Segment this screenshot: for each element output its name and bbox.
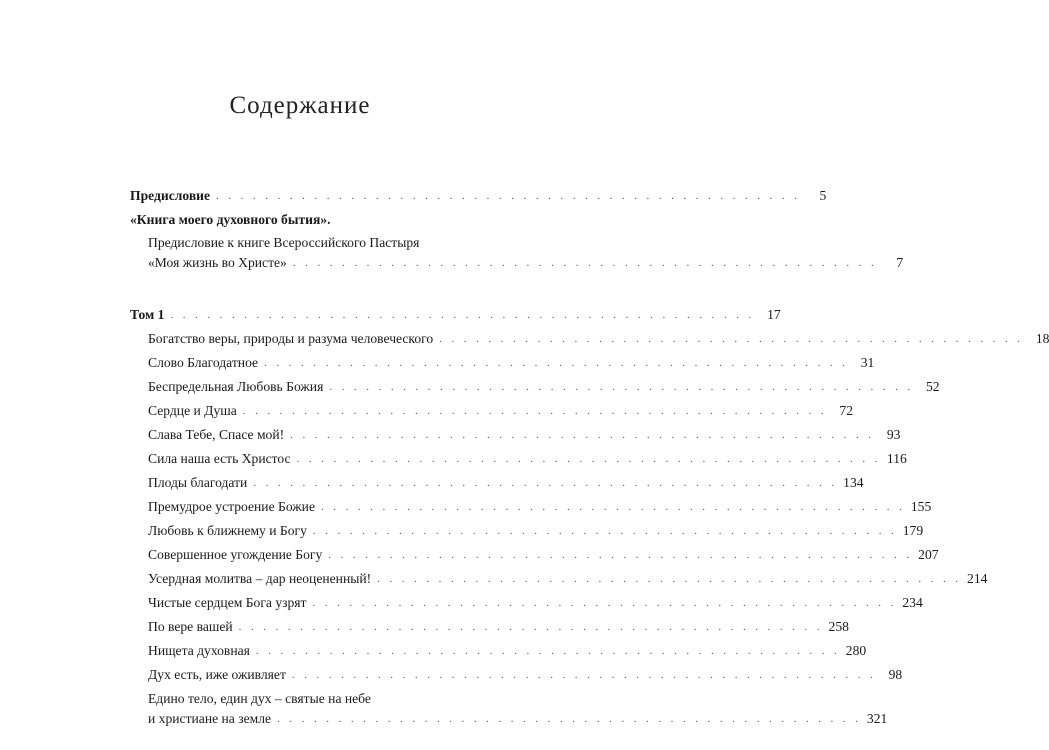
dot-leader: . . . . . . . . . . . . . . . . . . . . . . . . . . . . . . . . . . . . . . . . . . . . . . . . [329, 381, 914, 393]
dot-leader: . . . . . . . . . . . . . . . . . . . . . . . . . . . . . . . . . . . . . . . . . . . . . . . . [242, 405, 828, 417]
toc-entry-page: 5 [819, 188, 827, 203]
dot-leader: . . . . . . . . . . . . . . . . . . . . . . . . . . . . . . . . . . . . . . . . . . . . . . . . [439, 333, 1024, 345]
toc-entry-label: и христиане на земле [148, 711, 272, 726]
toc-entry-page: 18 [1035, 331, 1049, 346]
toc-entry-label: Слава Тебе, Спасе мой! [148, 427, 285, 442]
toc-entry-label: Беспредельная Любовь Божия [148, 379, 324, 394]
toc-entry[interactable] [130, 497, 932, 517]
toc-entry-label: Сердце и Душа [148, 403, 237, 418]
toc-entry[interactable] [130, 521, 924, 541]
toc-entry-label: Премудрое устроение Божие [148, 499, 315, 514]
toc-entry-label: Слово Благодатное [148, 355, 259, 370]
toc-entry-page: 179 [902, 523, 924, 538]
dot-leader: . . . . . . . . . . . . . . . . . . . . . . . . . . . . . . . . . . . . . . . . . . . . . . . . [170, 309, 755, 321]
toc-entry-page: 31 [860, 355, 875, 370]
toc-entry-label: Дух есть, иже оживляет [148, 667, 286, 682]
page-title: Содержание [229, 92, 371, 119]
toc-entry[interactable] [130, 329, 1049, 349]
dot-leader: . . . . . . . . . . . . . . . . . . . . . . . . . . . . . . . . . . . . . . . . . . . . . . . . [320, 501, 906, 513]
section-gap [130, 277, 482, 305]
toc-entry-label: Чистые сердцем Бога узрят [148, 595, 307, 610]
dot-leader: . . . . . . . . . . . . . . . . . . . . . . . . . . . . . . . . . . . . . . . . . . . . . . . . [296, 453, 881, 465]
toc-entry-page: 234 [902, 595, 923, 610]
toc-entry-label: «Моя жизнь во Христе» [148, 255, 287, 270]
toc-entry-page: 321 [866, 711, 888, 726]
dot-leader: . . . . . . . . . . . . . . . . . . . . . . . . . . . . . . . . . . . . . . . . . . . . . . . . [253, 477, 838, 489]
toc-entry[interactable] [130, 377, 940, 397]
toc-book-heading: «Книга моего духовного бытия». [130, 212, 331, 227]
toc-entry[interactable] [130, 617, 849, 637]
toc-entry[interactable] [130, 641, 867, 661]
toc-entry-label: Том 1 [130, 307, 165, 322]
dot-leader: . . . . . . . . . . . . . . . . . . . . . . . . . . . . . . . . . . . . . . . . . . . . . . . . [238, 621, 823, 633]
toc-entry[interactable] [130, 665, 903, 685]
toc-entry[interactable] [130, 401, 854, 421]
toc-entry-page: 155 [910, 499, 932, 514]
toc-entry-label: Нищета духовная [148, 643, 250, 658]
toc-entry-page: 207 [918, 547, 939, 562]
toc-entry-page: 7 [896, 255, 904, 270]
toc-entry[interactable] [130, 425, 901, 445]
toc-entry[interactable] [130, 569, 988, 589]
dot-leader: . . . . . . . . . . . . . . . . . . . . . . . . . . . . . . . . . . . . . . . . . . . . . . . . [292, 257, 878, 269]
dot-leader: . . . . . . . . . . . . . . . . . . . . . . . . . . . . . . . . . . . . . . . . . . . . . . . . [255, 645, 841, 657]
dot-leader: . . . . . . . . . . . . . . . . . . . . . . . . . . . . . . . . . . . . . . . . . . . . . . . . [277, 713, 862, 725]
dot-leader: . . . . . . . . . . . . . . . . . . . . . . . . . . . . . . . . . . . . . . . . . . . . . . . . [377, 573, 962, 585]
toc-entry-page: 280 [845, 643, 867, 658]
toc-entry-label: По вере вашей [148, 619, 233, 634]
toc-entry-volume[interactable] [130, 305, 781, 325]
toc-entry-label: Совершенное угождение Богу [148, 547, 323, 562]
toc-entry-preface[interactable] [130, 186, 827, 206]
toc-entry-last[interactable] [130, 709, 888, 729]
toc-entry[interactable] [130, 449, 907, 469]
toc-chapter-list [130, 329, 1049, 685]
toc-entry-label: Плоды благодати [148, 475, 248, 490]
dot-leader: . . . . . . . . . . . . . . . . . . . . . . . . . . . . . . . . . . . . . . . . . . . . . . . . [264, 357, 849, 369]
toc-entry-label: Богатство веры, природы и разума человеческого [148, 331, 434, 346]
dot-leader: . . . . . . . . . . . . . . . . . . . . . . . . . . . . . . . . . . . . . . . . . . . . . . . . [290, 429, 875, 441]
toc-entry-page: 134 [843, 475, 864, 490]
dot-leader: . . . . . . . . . . . . . . . . . . . . . . . . . . . . . . . . . . . . . . . . . . . . . . . . [312, 597, 897, 609]
toc-entry-label: Предисловие [130, 188, 211, 203]
dot-leader: . . . . . . . . . . . . . . . . . . . . . . . . . . . . . . . . . . . . . . . . . . . . . . . . [291, 669, 877, 681]
dot-leader: . . . . . . . . . . . . . . . . . . . . . . . . . . . . . . . . . . . . . . . . . . . . . . . . [328, 549, 913, 561]
toc-entry-label: Сила наша есть Христос [148, 451, 291, 466]
toc-entry-page: 98 [888, 667, 903, 682]
toc-entry-page: 258 [828, 619, 849, 634]
toc-entry-book-preface-line1[interactable]: Предисловие к книге Всероссийского Пастыря [148, 235, 420, 250]
toc-entry-page: 52 [925, 379, 940, 394]
toc-entry-page: 214 [967, 571, 988, 586]
toc-entry[interactable] [130, 473, 864, 493]
toc-entry-label: Усердная молитва – дар неоцененный! [148, 571, 372, 586]
dot-leader: . . . . . . . . . . . . . . . . . . . . . . . . . . . . . . . . . . . . . . . . . . . . . . . . [312, 525, 898, 537]
dot-leader: . . . . . . . . . . . . . . . . . . . . . . . . . . . . . . . . . . . . . . . . . . . . . . . . [216, 190, 801, 202]
toc-entry[interactable] [130, 593, 923, 613]
toc-entry-page: 17 [767, 307, 781, 322]
toc-entry-last-line1[interactable]: Едино тело, един дух – святые на небе [148, 691, 371, 706]
toc-entry-book-preface[interactable] [130, 253, 904, 273]
toc-entry[interactable] [130, 545, 939, 565]
toc-entry[interactable] [130, 353, 875, 373]
toc-entry-label: Любовь к ближнему и Богу [148, 523, 307, 538]
toc-entry-page: 116 [886, 451, 907, 466]
table-of-contents [130, 186, 1049, 733]
toc-entry-page: 72 [839, 403, 854, 418]
toc-entry-page: 93 [886, 427, 901, 442]
